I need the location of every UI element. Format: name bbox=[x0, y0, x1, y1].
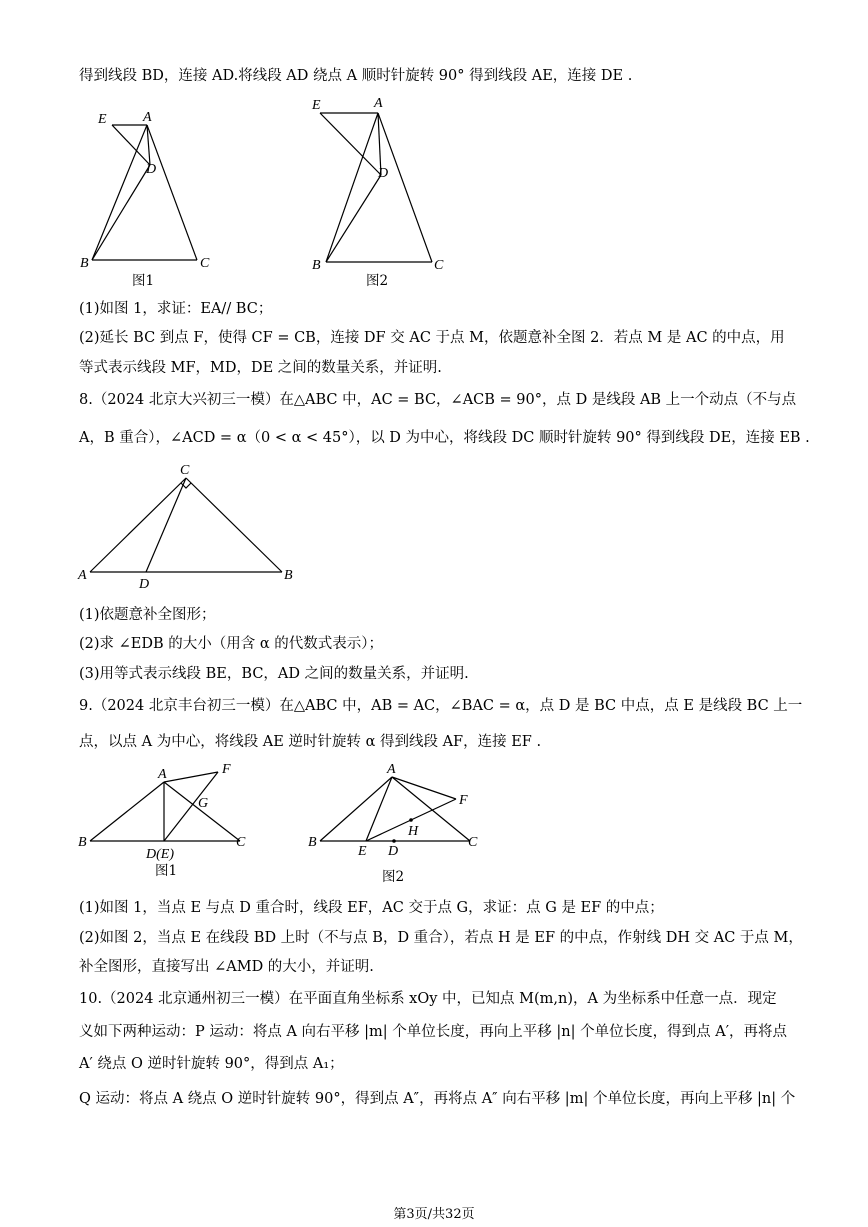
label-B: B bbox=[78, 835, 87, 850]
q7-figure-2 bbox=[308, 95, 458, 290]
label-E: E bbox=[312, 98, 321, 113]
label-A: A bbox=[387, 762, 396, 777]
label-D: D bbox=[388, 844, 399, 859]
q8-figure bbox=[76, 460, 306, 590]
label-E: E bbox=[358, 844, 367, 859]
label-B: B bbox=[308, 835, 317, 850]
text-line-2: (1)如图 1，求证：EA// BC； bbox=[79, 301, 273, 317]
caption-fig1: 图1 bbox=[155, 863, 178, 879]
q9-figure-2 bbox=[306, 759, 496, 889]
text-line-11: 点，以点 A 为中心，将线段 AE 逆时针旋转 α 得到线段 AF，连接 EF . bbox=[79, 734, 542, 750]
text-line-5: 8.（2024 北京大兴初三一模）在△ABC 中，AC = BC，∠ACB = 90°，点 D 是线段 AB 上一个动点（不与点 bbox=[79, 392, 797, 408]
text-line-7: (1)依题意补全图形； bbox=[79, 607, 216, 623]
label-C: C bbox=[434, 258, 444, 273]
caption-fig1: 图1 bbox=[132, 273, 155, 289]
text-line-10: 9.（2024 北京丰台初三一模）在△ABC 中，AB = AC，∠BAC = α，点 D 是 BC 中点，点 E 是线段 BC 上一 bbox=[79, 698, 803, 714]
label-B: B bbox=[284, 568, 293, 583]
caption-fig2: 图2 bbox=[382, 869, 405, 885]
label-C: C bbox=[236, 835, 246, 850]
label-E: E bbox=[98, 112, 107, 127]
label-A: A bbox=[143, 110, 152, 125]
label-B: B bbox=[312, 258, 321, 273]
text-line-4: 等式表示线段 MF，MD，DE 之间的数量关系，并证明. bbox=[79, 360, 442, 376]
text-line-6: A，B 重合），∠ACD = α（0 < α < 45°），以 D 为中心，将线段 DC 顺时针旋转 90° 得到线段 DE，连接 EB . bbox=[79, 430, 810, 446]
label-C: C bbox=[180, 463, 190, 478]
label-B: B bbox=[80, 256, 89, 271]
text-line-13: (2)如图 2，当点 E 在线段 BD 上时（不与点 B，D 重合），若点 H 是 EF 的中点，作射线 DH 交 AC 于点 M， bbox=[79, 930, 803, 946]
label-D: D bbox=[146, 162, 157, 177]
text-line-17: A′ 绕点 O 逆时针旋转 90°，得到点 A₁； bbox=[79, 1056, 344, 1072]
label-H: H bbox=[408, 824, 419, 839]
label-D: D bbox=[139, 577, 150, 592]
label-C: C bbox=[200, 256, 210, 271]
text-line-15: 10.（2024 北京通州初三一模）在平面直角坐标系 xOy 中，已知点 M(m,n)，A 为坐标系中任意一点．现定 bbox=[79, 991, 777, 1007]
text-line-8: (2)求 ∠EDB 的大小（用含 α 的代数式表示）； bbox=[79, 636, 384, 652]
label-A: A bbox=[374, 96, 383, 111]
label-D: D bbox=[378, 166, 389, 181]
text-line-16: 义如下两种运动：P 运动：将点 A 向右平移 |m| 个单位长度，再向上平移 |n| 个单位长度，得到点 A′，再将点 bbox=[79, 1024, 787, 1040]
q7-figure-1 bbox=[80, 105, 220, 290]
text-line-14: 补全图形，直接写出 ∠AMD 的大小，并证明. bbox=[79, 959, 374, 975]
label-F: F bbox=[459, 793, 468, 808]
text-line-18: Q 运动：将点 A 绕点 O 逆时针旋转 90°，得到点 A″，再将点 A″ 向右平移 |m| 个单位长度，再向上平移 |n| 个 bbox=[79, 1091, 796, 1107]
text-line-12: (1)如图 1，当点 E 与点 D 重合时，线段 EF，AC 交于点 G，求证：点 G 是 EF 的中点； bbox=[79, 900, 664, 916]
label-G: G bbox=[198, 796, 209, 811]
label-A: A bbox=[78, 568, 87, 583]
label-C: C bbox=[468, 835, 478, 850]
label-F: F bbox=[222, 762, 231, 777]
page-footer: 第3页/共32页 bbox=[393, 1207, 475, 1222]
text-line-1: 得到线段 BD，连接 AD.将线段 AD 绕点 A 顺时针旋转 90° 得到线段 AE，连接 DE . bbox=[79, 68, 633, 84]
caption-fig2: 图2 bbox=[366, 273, 389, 289]
label-A: A bbox=[158, 767, 167, 782]
text-line-9: (3)用等式表示线段 BE，BC，AD 之间的数量关系，并证明. bbox=[79, 666, 469, 682]
q9-figure-1 bbox=[76, 757, 266, 887]
label-DE: D(E) bbox=[146, 847, 174, 862]
text-line-3: (2)延长 BC 到点 F，使得 CF = CB，连接 DF 交 AC 于点 M，依题意补全图 2．若点 M 是 AC 的中点，用 bbox=[79, 330, 785, 346]
